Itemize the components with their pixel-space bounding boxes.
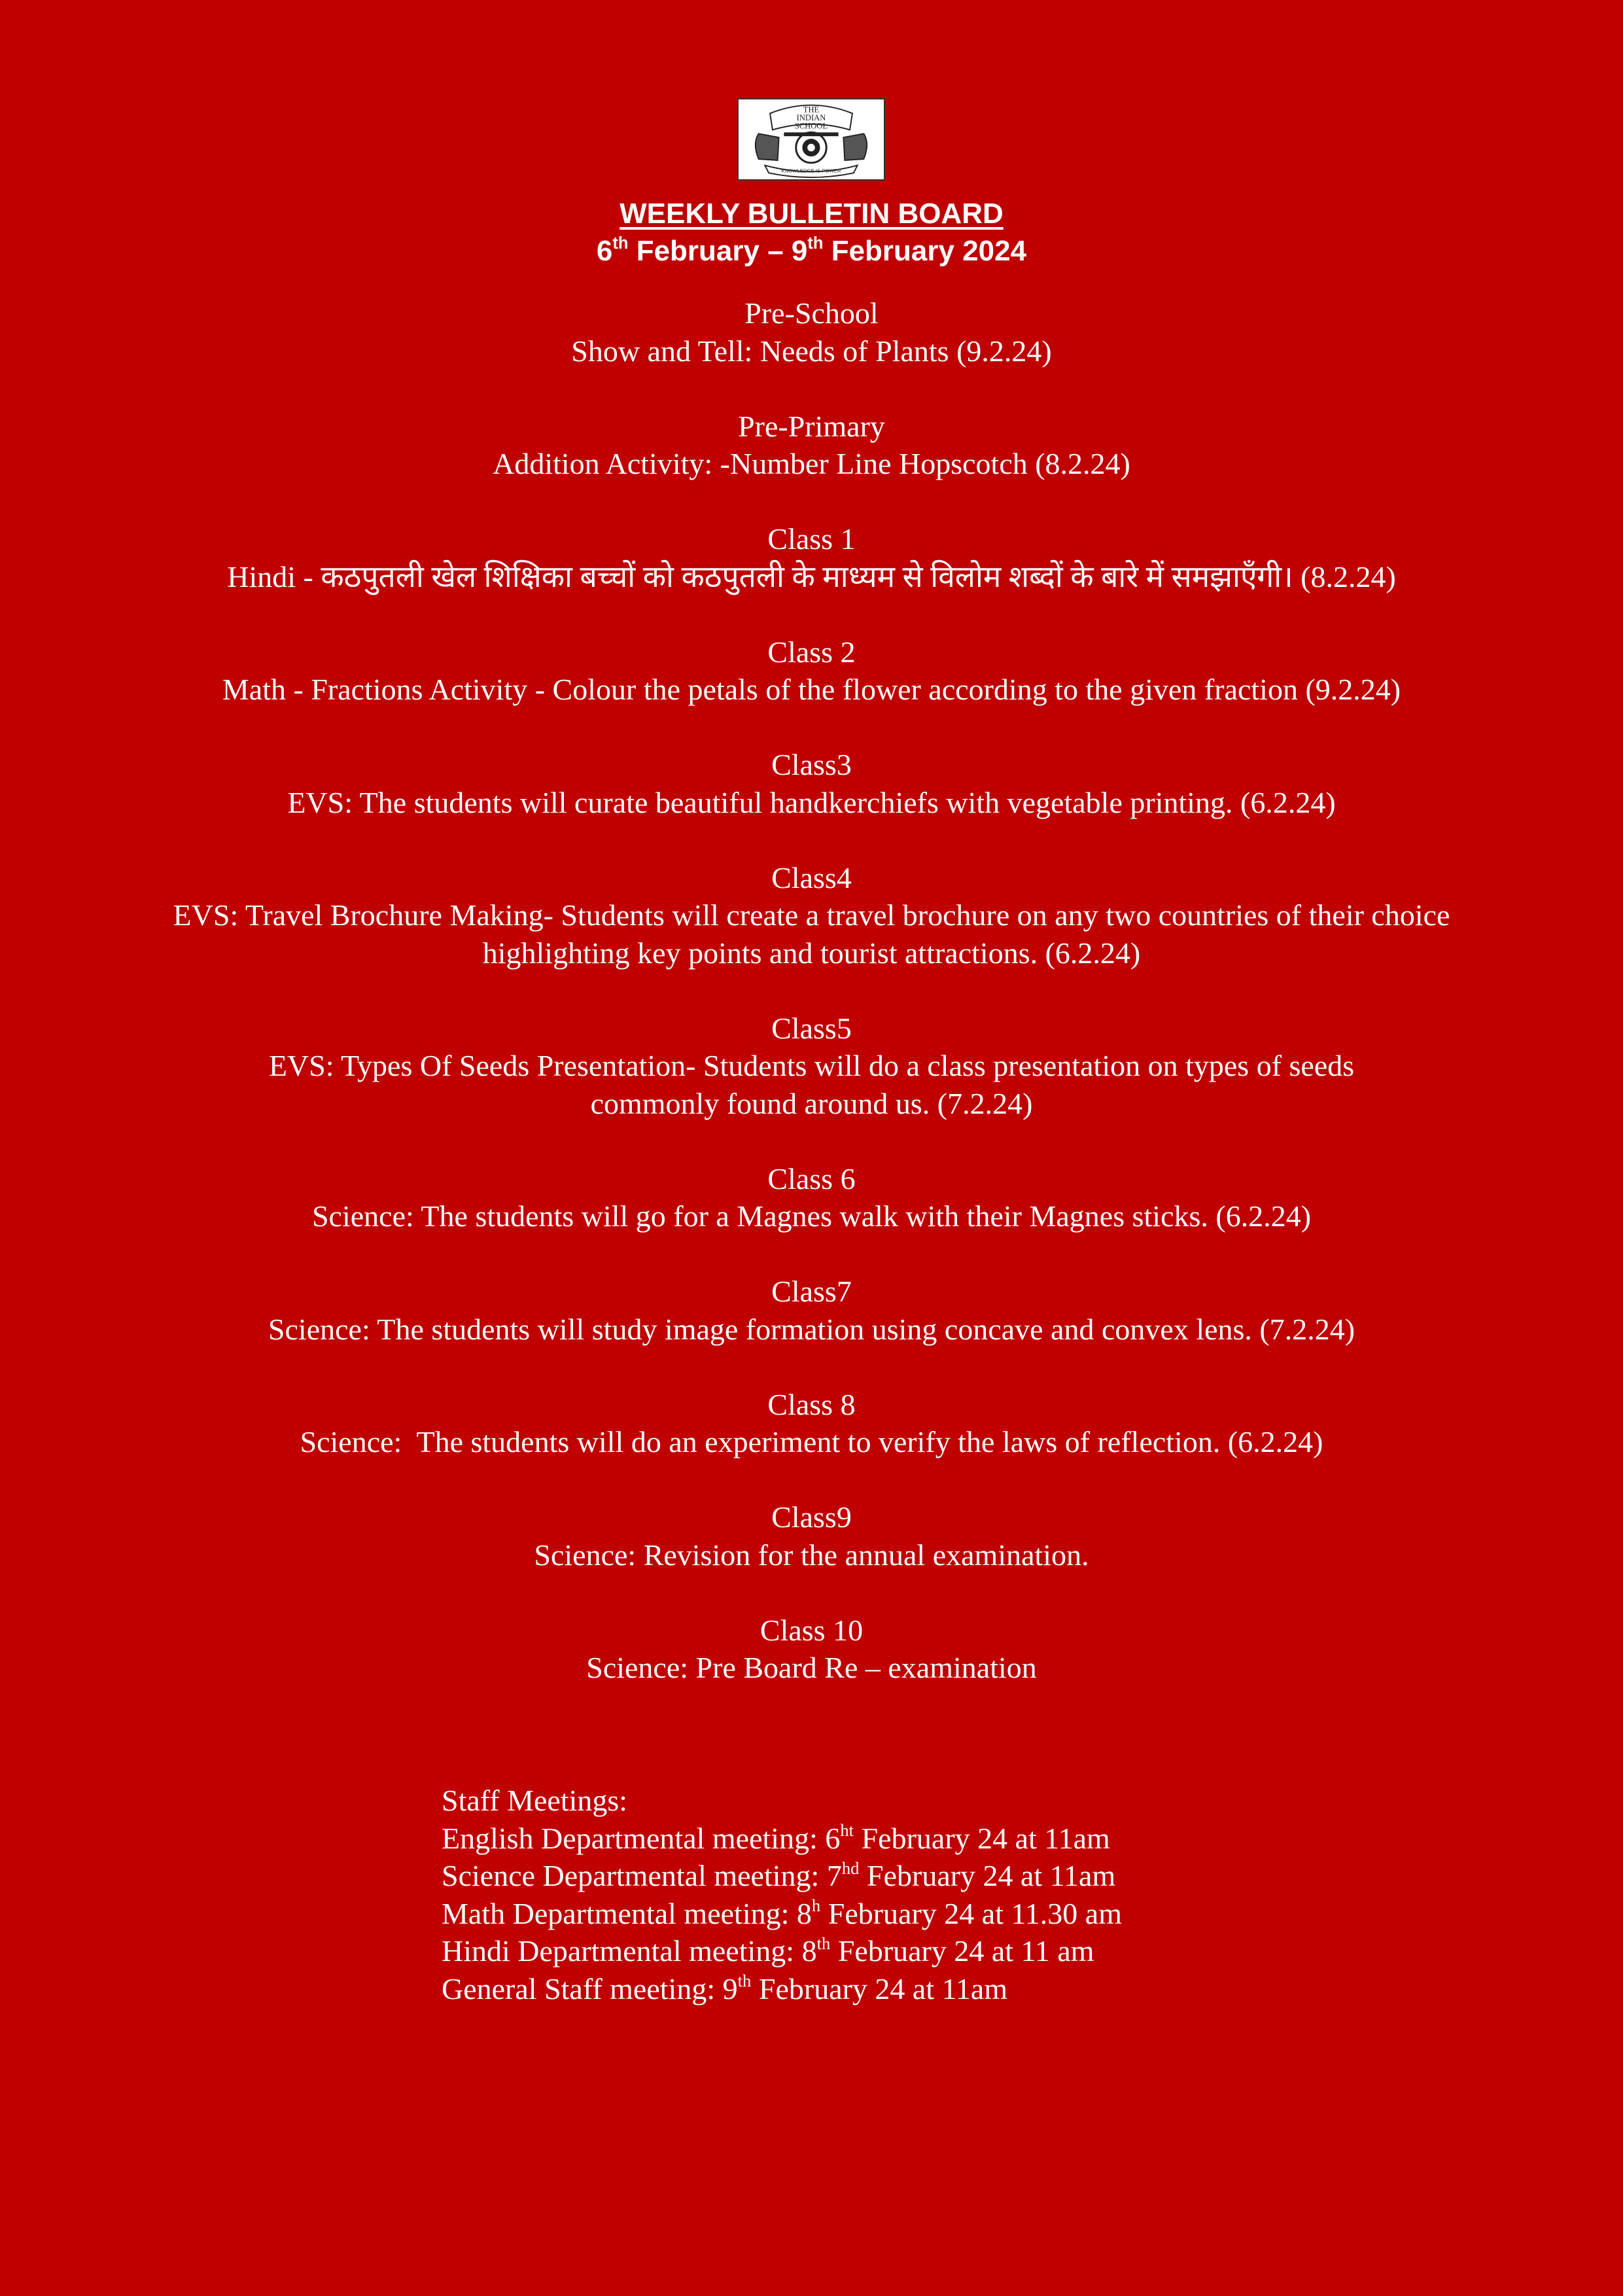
section-pre-primary — [0, 408, 1623, 483]
logo-line-1: THE — [803, 105, 820, 115]
section-heading: Class 8 — [767, 1387, 856, 1421]
section-text: Science: The students will do an experiment to verify the laws of reflection. (6.2.24) — [300, 1425, 1323, 1458]
class-activities — [0, 294, 1623, 1724]
staff-meetings-heading: Staff Meetings: — [442, 1784, 628, 1817]
section-text: Science: The students will study image formation using concave and convex lens. (7.2.24) — [268, 1312, 1355, 1346]
school-crest-logo — [737, 98, 885, 181]
section-class-4 — [0, 859, 1623, 972]
section-heading: Class4 — [771, 860, 852, 894]
meeting-text: Math Departmental meeting: 8 — [442, 1896, 812, 1930]
meeting-text: February 24 at 11am — [751, 1971, 1008, 2005]
meeting-english — [442, 1820, 1122, 1858]
section-class-1 — [0, 520, 1623, 595]
section-heading: Pre-School — [744, 296, 879, 330]
meeting-text: February 24 at 11am — [859, 1859, 1116, 1892]
meeting-ordinal: hd — [841, 1858, 860, 1878]
meeting-science — [442, 1857, 1122, 1895]
section-pre-school — [0, 294, 1623, 370]
meeting-text: February 24 at 11am — [854, 1821, 1110, 1855]
meeting-ordinal: th — [816, 1933, 831, 1953]
logo-motto: KNOWLEDGE IS POWER — [781, 168, 841, 174]
section-class-5 — [0, 1010, 1623, 1123]
section-heading: Class 1 — [767, 522, 856, 556]
meeting-general-staff — [442, 1970, 1122, 2008]
section-class-2 — [0, 633, 1623, 709]
section-text: EVS: Types Of Seeds Presentation- Students will do a class presentation on types of seeds commonly found around us. (7.2.24) — [268, 1049, 1355, 1120]
meeting-ordinal: h — [811, 1896, 821, 1916]
section-class-3 — [0, 746, 1623, 821]
date-end: February 2024 — [823, 235, 1027, 267]
section-text: Science: The students will go for a Magnes walk with their Magnes sticks. (6.2.24) — [311, 1199, 1312, 1233]
date-start-suffix: th — [612, 234, 629, 253]
section-heading: Class7 — [771, 1275, 852, 1308]
section-class-8 — [0, 1386, 1623, 1461]
meeting-text: February 24 at 11 am — [830, 1934, 1094, 1968]
section-heading: Pre-Primary — [738, 409, 885, 443]
section-text: Science: Pre Board Re – examination — [586, 1651, 1037, 1684]
section-class-10 — [0, 1612, 1623, 1687]
date-end-suffix: th — [807, 234, 824, 253]
section-class-9 — [0, 1498, 1623, 1574]
meeting-text: English Departmental meeting: 6 — [442, 1821, 841, 1855]
meeting-math — [442, 1895, 1122, 1933]
logo-line-3: SCHOOL — [794, 121, 828, 131]
logo-line-2: INDIAN — [796, 113, 826, 122]
section-heading: Class 6 — [767, 1161, 856, 1195]
section-text: EVS: The students will curate beautiful handkerchiefs with vegetable printing. (6.2.24) — [287, 785, 1336, 819]
section-heading: Class 10 — [759, 1613, 864, 1647]
meeting-text: Science Departmental meeting: 7 — [442, 1859, 842, 1892]
section-heading: Class9 — [771, 1500, 852, 1534]
meeting-text: Hindi Departmental meeting: 8 — [442, 1934, 817, 1968]
meeting-text: General Staff meeting: 9 — [442, 1971, 738, 2005]
date-mid: February – 9 — [628, 235, 808, 267]
section-heading: Class 2 — [767, 635, 856, 669]
section-class-6 — [0, 1160, 1623, 1235]
meeting-hindi — [442, 1932, 1122, 1970]
bulletin-title: WEEKLY BULLETIN BOARD — [620, 198, 1003, 230]
section-text: Show and Tell: Needs of Plants (9.2.24) — [571, 334, 1052, 368]
bulletin-date-range — [0, 233, 1623, 270]
date-start-day: 6 — [596, 235, 613, 267]
section-text: Hindi - कठपुतली खेल शिक्षिका बच्चों को कठपुतली के माध्यम से विलोम शब्दों के बारे में समझाएँगी। (8.2.24) — [227, 559, 1396, 593]
bulletin-header — [0, 195, 1623, 270]
section-text: EVS: Travel Brochure Making- Students will create a travel brochure on any two countries of their choice highlighting key points and tourist attractions. (6.2.24) — [173, 898, 1450, 970]
meeting-ordinal: ht — [840, 1820, 854, 1841]
section-heading: Class3 — [771, 748, 852, 781]
section-class-7 — [0, 1273, 1623, 1348]
staff-meetings — [442, 1782, 1122, 2007]
meeting-ordinal: th — [737, 1971, 752, 1991]
section-text: Science: Revision for the annual examination. — [534, 1538, 1089, 1572]
section-heading: Class5 — [771, 1011, 852, 1045]
section-text: Math - Fractions Activity - Colour the petals of the flower according to the given fraction (9.2.24) — [222, 673, 1401, 706]
section-text: Addition Activity: -Number Line Hopscotch (8.2.24) — [493, 447, 1130, 480]
meeting-text: February 24 at 11.30 am — [820, 1896, 1122, 1930]
